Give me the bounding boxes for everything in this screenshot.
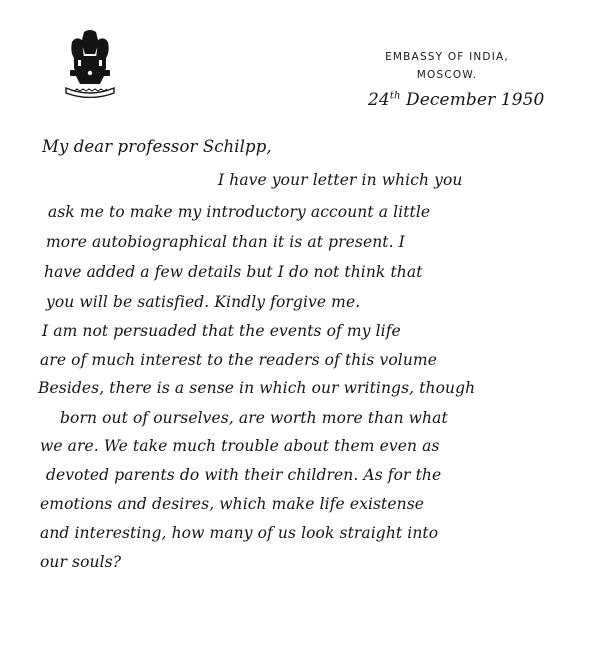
ashoka-lion-capital-emblem-icon	[62, 28, 118, 98]
body-line: devoted parents do with their children. As for the	[46, 466, 442, 484]
body-line: more autobiographical than it is at present. I	[46, 233, 405, 251]
body-line: and interesting, how many of us look straight into	[40, 524, 439, 542]
body-line: I have your letter in which you	[218, 171, 463, 189]
date-month-year: December 1950	[406, 90, 545, 110]
body-line: emotions and desires, which make life existense	[40, 495, 425, 513]
body-line: our souls?	[40, 553, 122, 571]
body-line: you will be satisfied. Kindly forgive me.	[46, 293, 361, 311]
date-day: 24	[368, 90, 390, 110]
body-line: we are. We take much trouble about them even as	[40, 437, 440, 455]
letter-date	[368, 90, 544, 110]
body-line: born out of ourselves, are worth more than what	[60, 409, 448, 427]
letterhead	[372, 48, 522, 84]
date-suffix: th	[389, 90, 401, 102]
body-line: Besides, there is a sense in which our writings, though	[38, 379, 476, 397]
letterhead-line-city: MOSCOW.	[416, 69, 478, 81]
letterhead-line-embassy: EMBASSY OF INDIA,	[385, 51, 509, 63]
body-line: I am not persuaded that the events of my life	[42, 322, 401, 340]
body-line: are of much interest to the readers of this volume	[40, 351, 438, 369]
salutation: My dear professor Schilpp,	[42, 137, 272, 156]
body-line: have added a few details but I do not think that	[44, 263, 423, 281]
body-line: ask me to make my introductory account a little	[48, 203, 431, 221]
